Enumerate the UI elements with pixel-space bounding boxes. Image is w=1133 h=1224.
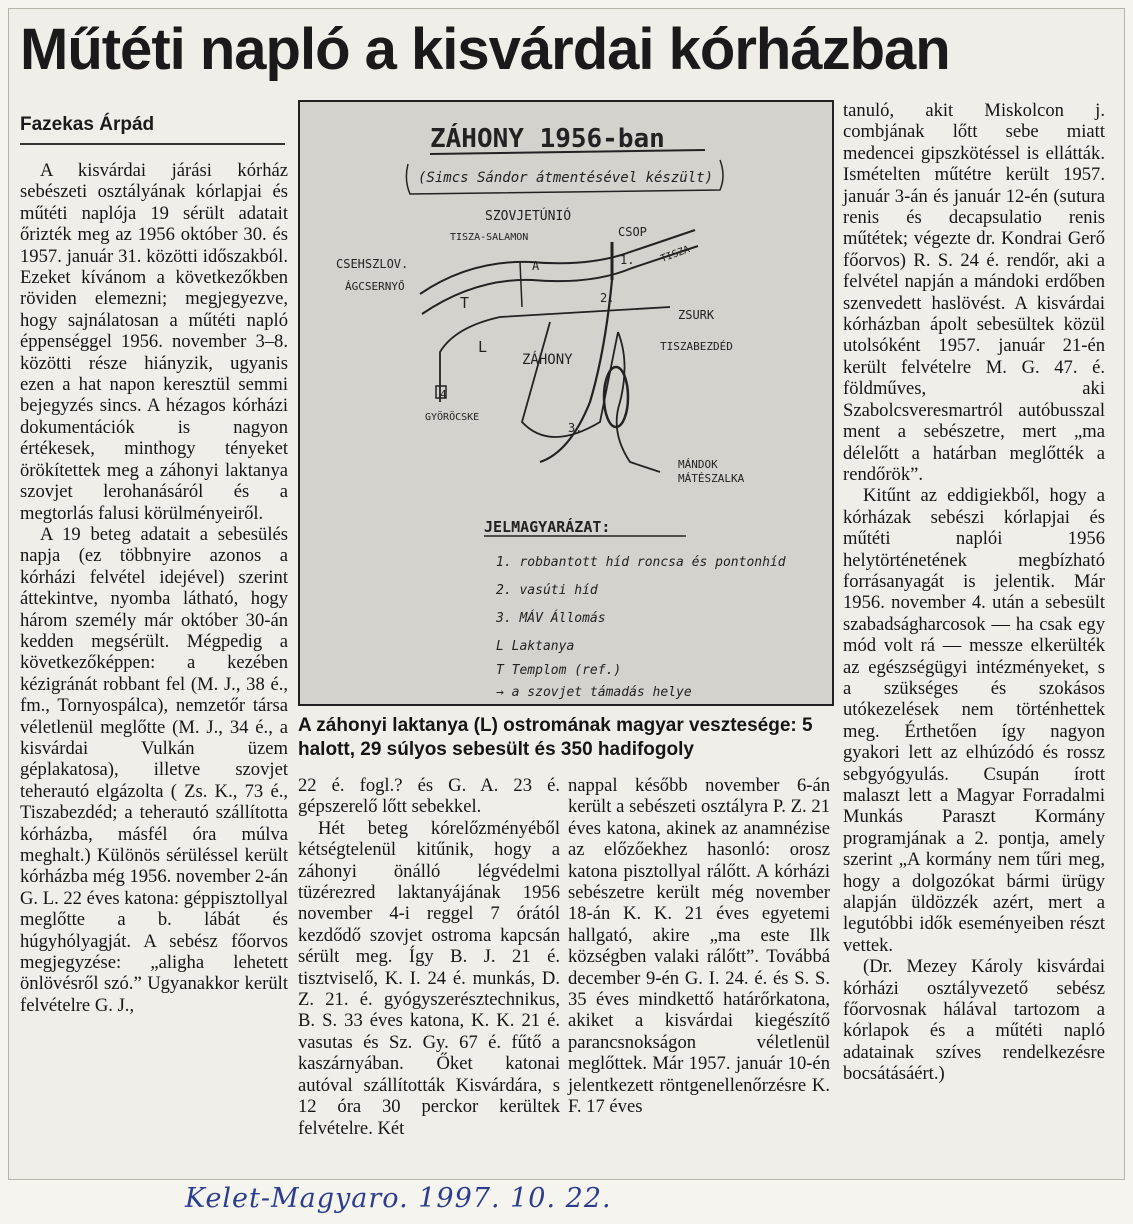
label-agcsernyo: ÁGCSERNYŐ: [345, 280, 405, 293]
legend-item: L Laktanya: [496, 639, 575, 654]
legend-item: 3. MÁV Állomás: [496, 611, 606, 626]
mark-2: 2.: [600, 291, 615, 305]
text-column-4: [843, 100, 1105, 1085]
article-author: Fazekas Árpád: [20, 114, 155, 135]
text-column-2: [298, 775, 560, 1139]
label-zahony: ZÁHONY: [522, 352, 573, 368]
paragraph: tanuló, akit Miskolcon j. combjának lőtt sebe miatt medencei gipszkötéssel is ellátták. Ismételten műtétre került 1957. január 3-án és január 12-én (sutura renis és decapsulatio renis műtétek; végezte dr. Kondrai Gerő főorvos) R. S. 24 é. rendőr, aki a felvétel napján a mándoki erdőben szenvedett haslövést. A kisvárdai kórházban ápolt sebesültek közül utolsóként 1957. január 21-én került felvételre M. G. 47. é. földműves, aki Szabolcsveresmartról autóbusszal ment a sebészetre, mert „ma délelőtt a határban meglőtték a rendőrök”.: [843, 100, 1105, 485]
author-divider: [20, 143, 285, 145]
mark-laktanya: L: [478, 338, 488, 356]
label-szovjetunio: SZOVJETÚNIÓ: [485, 209, 572, 224]
paragraph: 22 é. fogl.? és G. A. 23 é. gépszerelő lőtt sebekkel.: [298, 775, 560, 818]
mark-4: 4: [440, 388, 447, 401]
handwritten-source-note: Kelet-Magyaro. 1997. 10. 22.: [185, 1183, 612, 1214]
text-column-1: [20, 160, 288, 1016]
label-tiszasalamon: TISZA-SALAMON: [450, 232, 529, 243]
label-mateszalka: MÁTÉSZALKA: [678, 472, 745, 485]
hand-drawn-map: [300, 102, 832, 704]
paragraph: Hét beteg kórelőzményéből kétségtelenül kitűnik, hogy a záhonyi önálló légvédelmi tüzérezred laktanyájának 1956 november 4-i reggel 7 órától kezdődő szovjet ostroma kapcsán sérült meg. Így B. J. 21 é. tisztviselő, K. I. 24 é. munkás, D. Z. 21. é. gyógyszerésztechnikus, B. S. 33 éves katona, K. K. 21 é. vasutas és Sz. Gy. 67 é. fűtő a kaszárnyában. Őket katonai autóval szállították Kisvárdára, s 12 óra 30 perckor kerültek felvételre. Két: [298, 817, 560, 1139]
road-bridge-1: [520, 262, 522, 307]
mark-a: A: [532, 259, 540, 273]
legend-item: 1. robbantott híd roncsa és pontonhíd: [496, 555, 786, 570]
paragraph: Kitűnt az eddigiekből, hogy a kórházak sebészi kórlapjai és műtéti naplói 1956 helytörténetének megbízható forrásanyagát is jelentik. Már 1956. november 4. után a sebesült szabadságharcosok — ha csak egy mód volt rá — messze elkerülték az egészségügyi intézményeket, s a szükséges és szokásos utókezelések nem történhettek meg. Érthetően így nagyon gyakori lett az elhúzódó és rossz sebgyógyulás. Csupán írott malaszt lett a Magyar Forradalmi Munkás Paraszt Kormány programjának a 2. pontja, amely szerint „A kormány nem tűri meg, hogy a dolgozókat bármi ürügy alapján üldözzék azért, mert a legutóbbi idők eseményeiben részt vettek.: [843, 485, 1105, 956]
map-title: ZÁHONY 1956-ban: [430, 124, 665, 154]
label-csehszlov: CSEHSZLOV.: [336, 257, 409, 271]
text-column-3: [568, 775, 830, 1118]
label-tiszabezded: TISZABEZDÉD: [660, 340, 733, 353]
paragraph: A 19 beteg adatait a sebesülés napja (ez többnyire azonos a kórházi felvétel idejével) szerint áttekintve, nyomba látható, hogy három személy már október 30-án kedden megsérült. Mégpedig a következőképpen: a kezében kézigránát robbant fel (M. J., 38 é., fm., Tornyospálca), nemzetőr társa véletlenül meglőtte (M. J., 34 é., a kisvárdai Vulkán üzem géplakatosa), illetve szovjet teherautó elgázolta ( Zs. K., 73 é., Tiszabezdéd; a teherautó szállította kórházba, másfél óra múlva meghalt.) Különös sérüléssel került kórházba még 1956. november 2-án G. L. 22 éves katona: géppisztollyal meglőtte a b. lábát és húgyhólyagját. A sebész főorvos megjegyzése: „aligha lehetett önlövésről szó.” Ugyanakkor került felvételre G. J.,: [20, 523, 288, 1016]
label-csop: CSOP: [618, 225, 647, 239]
map-subtitle: (Simcs Sándor átmentésével készült): [418, 170, 714, 186]
mark-templom: T: [460, 294, 470, 312]
road-east: [617, 332, 660, 472]
label-mandok: MÁNDOK: [678, 458, 718, 471]
label-gyorocske: GYÖRÖCSKE: [425, 412, 480, 423]
label-zsurk: ZSURK: [678, 308, 715, 322]
mark-1: 1.: [620, 253, 635, 267]
legend-item: T Templom (ref.): [496, 663, 622, 678]
paragraph: (Dr. Mezey Károly kisvárdai kórházi osztályvezető sebész főorvosnak hálával tartozom a kórlapok és a műtéti napló adatainak szíves rendelkezésre bocsátásáért.): [843, 956, 1105, 1085]
label-tisza: TISZA: [659, 244, 692, 265]
legend-item: → a szovjet támadás helye: [496, 685, 692, 700]
map-caption: A záhonyi laktanya (L) ostromának magyar vesztesége: 5 halott, 29 súlyos sebesült és 350 hadifogoly: [298, 715, 813, 760]
map-figure: [298, 100, 834, 706]
mark-3: 3.: [568, 421, 583, 435]
legend-item: 2. vasúti híd: [496, 583, 598, 598]
legend-title: JELMAGYARÁZAT:: [484, 518, 611, 536]
paragraph: A kisvárdai járási kórház sebészeti osztályának kórlapjai és műtéti naplója 19 sérült adatait őrizték meg az 1956 október 30. és 1957. január 31. közötti időszakból. Ezeket kívánom a következőkben röviden elemezni; megjegyezve, hogy sajnálatosan a műtéti napló éppenséggel 1956. november 3–8. közötti része hiányzik, ugyanis ezen a hat napon keresztül semmi bejegyzés sincs. A hézagos kórházi dokumentációk is nagyon értékesek, minthogy tényeket örökítettek meg a záhonyi laktanya szovjet lerohanásáról és a megtorlás falusi körülményeiről.: [20, 160, 288, 524]
article-title: Műtéti napló a kisvárdai kórházban: [20, 17, 950, 82]
paragraph: nappal később november 6-án került a sebészeti osztályra P. Z. 21 éves katona, akinek az anamnézise az előzőekhez hasonló: orosz katona pisztollyal rálőtt. A kórházi sebészetre került még november 18-án K. K. 21 éves egyetemi hallgató, akire „ma este Ilk községben valaki rálőtt”. Továbbá december 9-én G. I. 24. é. és S. S. 35 éves mindkettő határőrkatona, akiket a kisvárdai kiegészítő parancsnokságon véletlenül meglőttek. Már 1957. január 10-én jelentkezett röntgenellenőrzésre K. F. 17 éves: [568, 775, 830, 1118]
